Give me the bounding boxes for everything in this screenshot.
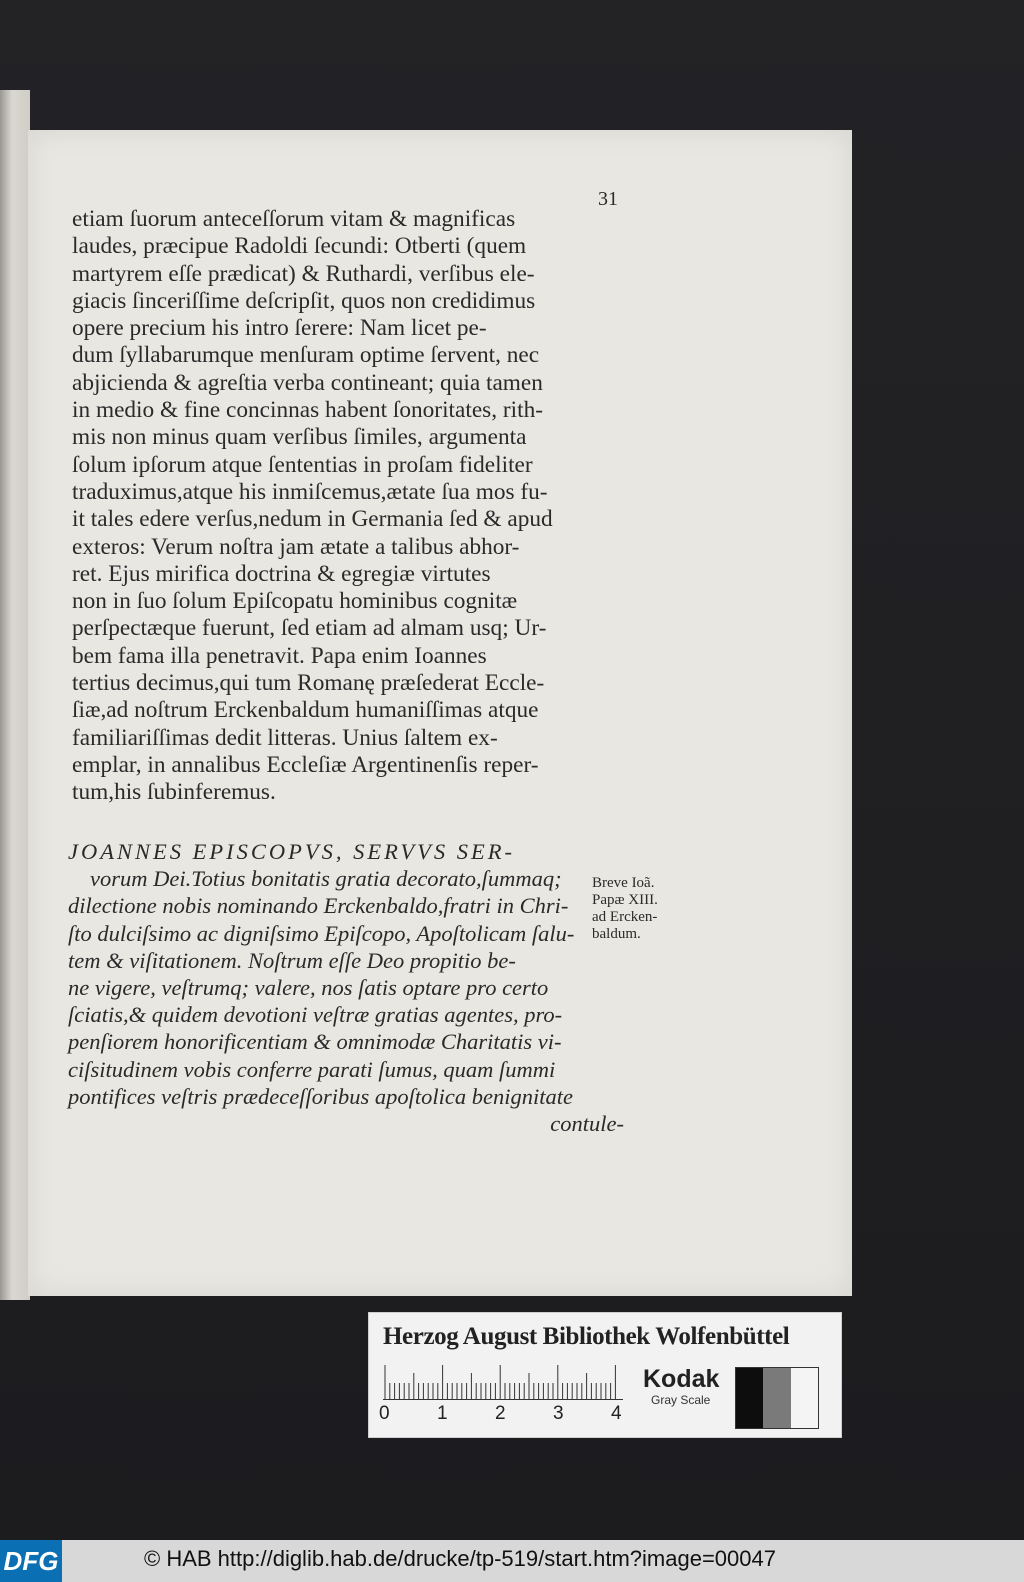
body-line: traduximus,atque his inmiſcemus,ætate ſua mos fu- [72, 478, 548, 505]
gray-swatch [736, 1368, 763, 1428]
address-line: tem & viſitationem. Noſtrum eſſe Deo propitio be- [68, 947, 516, 973]
address-line: vorum Dei.Totius bonitatis gratia decorato,ſummaq; [90, 866, 562, 892]
body-text [72, 206, 626, 807]
body-line: laudes, præcipue Radoldi ſecundi: Otberti (quem [72, 233, 527, 260]
address-line: JOANNES EPISCOPVS, SERVVS SER- [68, 839, 516, 864]
address-line: pontifices veſtris prædeceſſoribus apoſtolica benignitate [68, 1083, 573, 1109]
body-line: tertius decimus,qui tum Romanę præſederat Eccle- [72, 670, 545, 697]
body-line: opere precium his intro ſerere: Nam licet pe- [72, 315, 487, 342]
margin-note-line: Papæ XIII. [592, 892, 658, 908]
address-line: ſciatis,& quidem devotioni veſtræ gratias agentes, pro- [68, 1002, 563, 1028]
address-line: dilectione nobis nominando Erckenbaldo,fratri in Chri- [68, 893, 569, 919]
body-line: ſolum ipſorum atque ſententias in proſam fideliter [72, 451, 533, 478]
ruler-number: 4 [611, 1403, 622, 1424]
address-line: ſto dulciſsimo ac digniſsimo Epiſcopo, Apoſtolicam ſalu- [68, 920, 575, 946]
gray-swatch [791, 1368, 818, 1428]
body-line: ret. Ejus mirifica doctrina & egregiæ virtutes [72, 560, 491, 587]
previous-page-edge [0, 90, 30, 1300]
library-color-card [368, 1312, 842, 1438]
gray-swatch [763, 1368, 790, 1428]
address-line: ciſsitudinem vobis conferre parati ſumus, quam ſummi [68, 1056, 556, 1082]
body-line: dum ſyllabarumque menſuram optime ſervent, nec [72, 342, 540, 369]
kodak-logo: Kodak [643, 1365, 720, 1393]
body-line: emplar, in annalibus Eccleſiæ Argentinenſis reper- [72, 751, 539, 778]
body-line: perſpectæque fuerunt, ſed etiam ad almam usq; Ur- [72, 615, 547, 642]
ruler-scale [383, 1363, 623, 1400]
body-line: in medio & fine concinnas habent ſonoritates, rith- [72, 397, 543, 424]
dfg-logo: DFG [0, 1540, 62, 1582]
margin-note-line: Breve Ioã. [592, 875, 655, 891]
body-line: non in ſuo ſolum Epiſcopatu hominibus cognitæ [72, 588, 518, 615]
body-line: exteros: Verum noſtra jam ætate a talibus abhor- [72, 533, 520, 560]
footer-bar [0, 1540, 1024, 1582]
margin-note-line: baldum. [592, 926, 641, 942]
book-page [28, 130, 852, 1296]
copyright-url[interactable]: © HAB http://diglib.hab.de/drucke/tp-519/start.htm?image=00047 [144, 1546, 776, 1571]
library-title: Herzog August Bibliothek Wolfenbüttel [383, 1323, 790, 1350]
body-line: it tales edere verſus,nedum in Germania ſed & apud [72, 506, 553, 533]
ruler-number: 0 [379, 1403, 390, 1424]
address-line: ne vigere, veſtrumq; valere, nos ſatis optare pro certo [68, 975, 549, 1001]
papal-letter-address [68, 838, 628, 1137]
margin-note [592, 875, 658, 943]
body-line: giacis ſinceriſſime deſcripſit, quos non credidimus [72, 287, 536, 314]
body-line: etiam ſuorum anteceſſorum vitam & magnificas [72, 206, 516, 232]
body-line: ſiæ,ad noſtrum Erckenbaldum humaniſſimas atque [72, 697, 539, 724]
body-line: familiariſſimas dedit litteras. Unius ſaltem ex- [72, 724, 498, 751]
kodak-subtitle: Gray Scale [651, 1393, 711, 1407]
address-line: penſiorem honorificentiam & omnimodæ Charitatis vi- [68, 1029, 562, 1055]
address-line: contule- [550, 1111, 624, 1137]
body-line: martyrem eſſe prædicat) & Ruthardi, verſibus ele- [72, 260, 535, 287]
body-line: mis non minus quam verſibus ſimiles, argumenta [72, 424, 527, 451]
body-line: abjicienda & agreſtia verba contineant; quia tamen [72, 369, 543, 396]
gray-scale-swatches [735, 1367, 819, 1429]
ruler-numbers [379, 1403, 629, 1427]
ruler-number: 3 [553, 1403, 564, 1424]
body-line: tum,his ſubinferemus. [72, 779, 276, 806]
body-line: bem fama illa penetravit. Papa enim Ioannes [72, 642, 487, 669]
page-number: 31 [598, 188, 618, 210]
ruler-number: 2 [495, 1403, 506, 1424]
ruler-number: 1 [437, 1403, 448, 1424]
margin-note-line: ad Ercken- [592, 909, 658, 925]
